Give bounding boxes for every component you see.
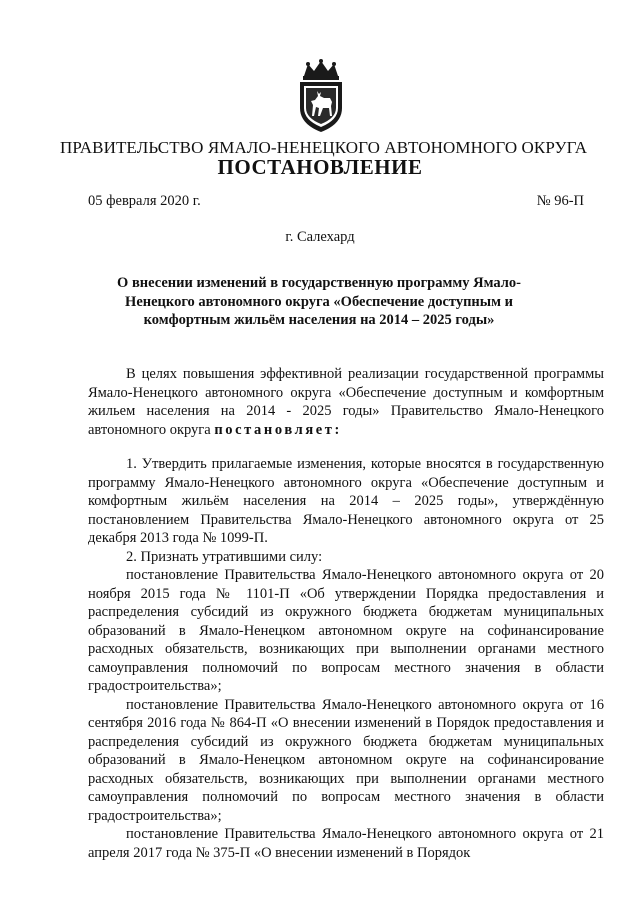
preamble-text: В целях повышения эффективной реализации государственной программы Ямало-Ненецкого автономного округа «Обеспечение доступным и комфортным жильем населения на 2014 - 2025 годы» Правительство Ямало-Ненецкого автономного округа [88, 366, 604, 438]
resolution-item: 2. Признать утратившими силу: [126, 548, 323, 565]
resolution-item: постановление Правительства Ямало-Ненецкого автономного округа от 21 апреля 2017 года № 375-П «О внесении изменений в Порядок [88, 826, 604, 861]
preamble [88, 365, 604, 439]
organization-title: ПРАВИТЕЛЬСТВО ЯМАЛО-НЕНЕЦКОГО АВТОНОМНОГО ОКРУГА [60, 138, 588, 157]
document-date: 05 февраля 2020 г. [88, 193, 201, 209]
document-type-title: ПОСТАНОВЛЕНИЕ [217, 155, 423, 179]
resolution-items [88, 455, 604, 862]
document-number: № 96-П [536, 193, 584, 209]
document-city: г. Салехард [285, 229, 355, 245]
resolution-item: постановление Правительства Ямало-Ненецкого автономного округа от 16 сентября 2016 года № 864-П «О внесении изменений в Порядок предоставления и распределения субсидий из окружного бюджета бюджетам муниципальных образований в Ямало-Ненецком автономном округе на софинансирование расходных обязательств, возникающих при выполнении органами местного самоуправления полномочий по вопросам местного значения в области градостроительства»; [88, 696, 604, 824]
coat-of-arms-icon [290, 58, 352, 134]
resolution-item: 1. Утвердить прилагаемые изменения, которые вносятся в государственную программу Ямало-Ненецкого автономного округа «Обеспечение доступным и комфортным жильём населения на 2014 – 2025 годы», утверждённую постановлением Правительства Ямало-Ненецкого автономного округа от 25 декабря 2013 года № 1099-П. [88, 456, 604, 546]
document-subject: О внесении изменений в государственную программу Ямало-Ненецкого автономного округа «Обеспечение доступным и комфортным жильём населения на 2014 – 2025 годы» [117, 275, 521, 328]
decree-word: постановляет: [214, 421, 342, 438]
resolution-item: постановление Правительства Ямало-Ненецкого автономного округа от 20 ноября 2015 года № 1101-П «Об утверждении Порядка предоставления и распределения субсидий из окружного бюджета бюджетам муниципальных образований в Ямало-Ненецком автономном округе на софинансирование расходных обязательств, возникающих при выполнении органами местного самоуправления полномочий по вопросам местного значения в области градостроительства»; [88, 567, 604, 694]
